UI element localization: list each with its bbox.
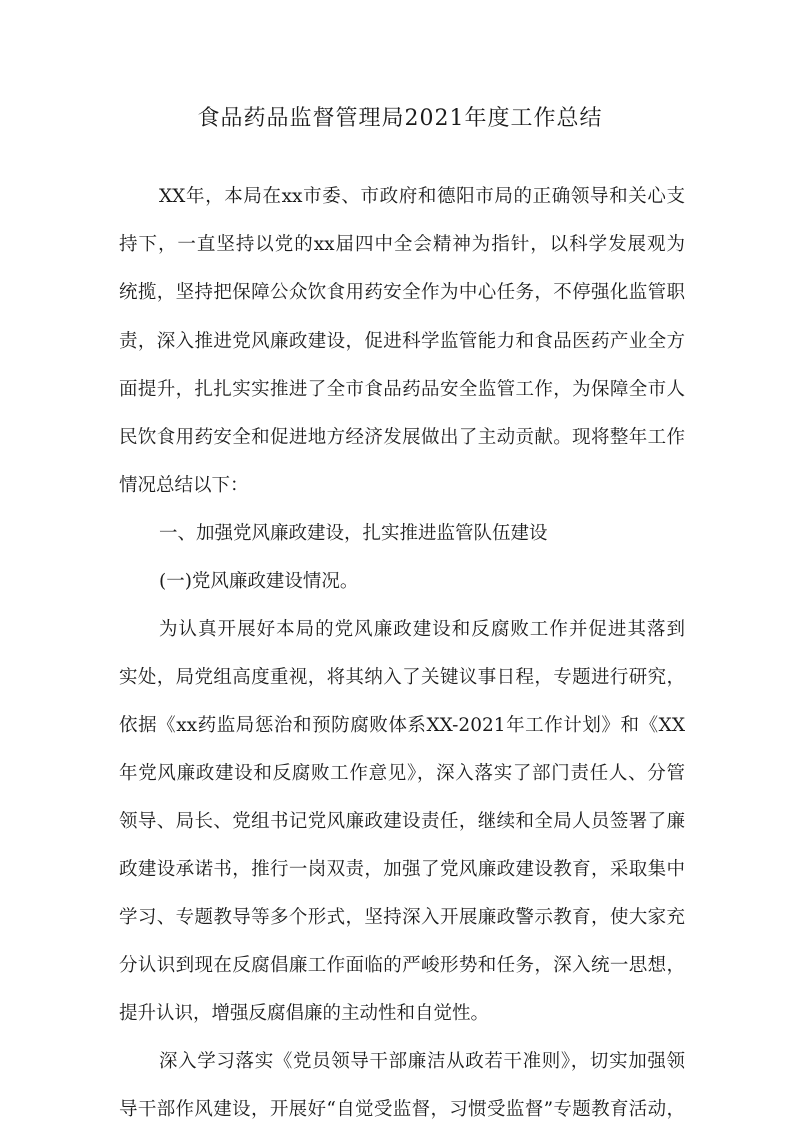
paragraph-line: 民饮食用药安全和促进地方经济发展做出了主动贡献。现将整年工作 bbox=[119, 427, 685, 448]
paragraph-line: 导干部作风建设，开展好“自觉受监督，习惯受监督”专题教育活动， bbox=[119, 1099, 685, 1120]
paragraph-line: 情况总结以下： bbox=[119, 475, 249, 496]
document-title: 食品药品监督管理局2021年度工作总结 bbox=[197, 106, 603, 131]
paragraph-line: 领导、局长、党组书记党风廉政建设责任，继续和全局人员签署了廉 bbox=[119, 811, 685, 832]
paragraph-line: 依据《xx药监局惩治和预防腐败体系XX-2021年工作计划》和《XX bbox=[119, 715, 685, 736]
paragraph-line: 年党风廉政建设和反腐败工作意见》，深入落实了部门责任人、分管 bbox=[119, 763, 685, 784]
paragraph-line: 政建设承诺书，推行一岗双责，加强了党风廉政建设教育，采取集中 bbox=[119, 859, 685, 880]
paragraph-line: 深入学习落实《党员领导干部廉洁从政若干准则》，切实加强领 bbox=[159, 1051, 685, 1072]
section-heading: 一、加强党风廉政建设，扎实推进监管队伍建设 bbox=[159, 523, 548, 544]
subsection-heading: (一)党风廉政建设情况。 bbox=[159, 571, 359, 592]
paragraph-line: 统揽，坚持把保障公众饮食用药安全作为中心任务，不停强化监管职 bbox=[119, 282, 685, 303]
paragraph-line: 为认真开展好本局的党风廉政建设和反腐败工作并促进其落到 bbox=[159, 619, 685, 640]
paragraph-line: 持下，一直坚持以党的xx届四中全会精神为指针，以科学发展观为 bbox=[119, 234, 685, 255]
paragraph-line: 学习、专题教导等多个形式，坚持深入开展廉政警示教育，使大家充 bbox=[119, 907, 685, 928]
paragraph-line: XX年，本局在xx市委、市政府和德阳市局的正确领导和关心支 bbox=[159, 186, 685, 207]
paragraph-line: 责，深入推进党风廉政建设，促进科学监管能力和食品医药产业全方 bbox=[119, 331, 685, 352]
paragraph-line: 分认识到现在反腐倡廉工作面临的严峻形势和任务，深入统一思想， bbox=[119, 955, 685, 976]
paragraph-line: 提升认识，增强反腐倡廉的主动性和自觉性。 bbox=[119, 1003, 490, 1024]
paragraph-line: 面提升，扎扎实实推进了全市食品药品安全监管工作，为保障全市人 bbox=[119, 379, 685, 400]
paragraph-line: 实处，局党组高度重视，将其纳入了关键议事日程，专题进行研究， bbox=[119, 667, 685, 688]
